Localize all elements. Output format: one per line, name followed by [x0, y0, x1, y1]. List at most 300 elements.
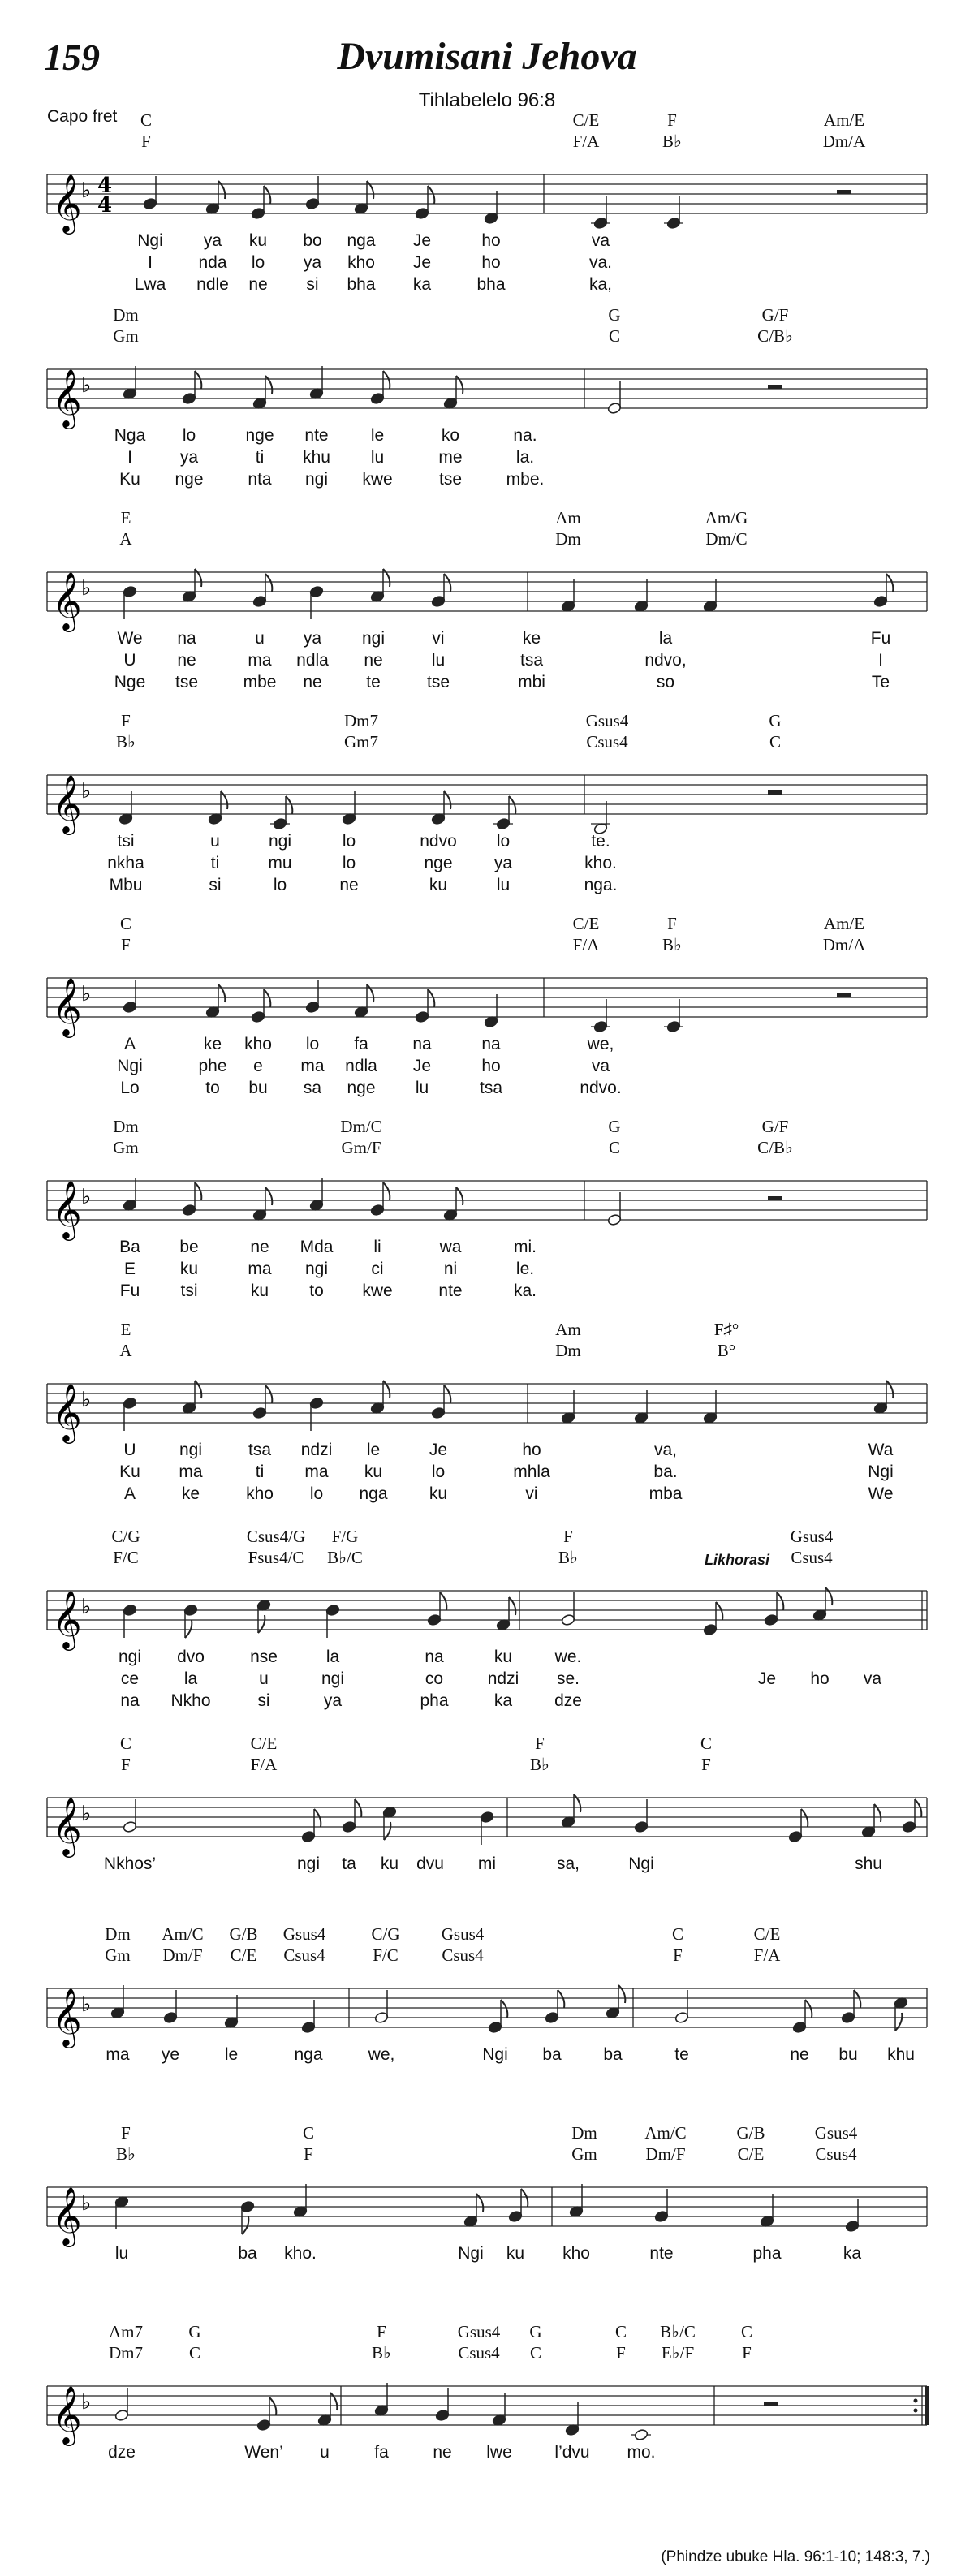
lyric-syllable: ta: [342, 1854, 356, 1873]
note-flag: [265, 1187, 272, 1205]
lyric-syllable: la: [658, 629, 673, 648]
note-flag: [195, 569, 201, 587]
flat-key-signature-icon: ♭: [81, 1802, 92, 1826]
chord-capo: C: [671, 1924, 684, 1944]
treble-clef-icon: 𝄞: [52, 1987, 82, 2046]
lyric-syllable: si: [257, 1691, 270, 1710]
lyric-syllable: ngi: [321, 1669, 345, 1688]
lyric-syllable: ho: [481, 1057, 501, 1075]
lyric-syllable: nga.: [584, 876, 618, 894]
lyric-syllable: u: [320, 2443, 330, 2462]
note-flag: [509, 796, 515, 814]
time-signature-digit: 4: [97, 174, 113, 198]
lyric-syllable: Ngi: [458, 2244, 484, 2263]
lyric-syllable: phe: [198, 1057, 227, 1075]
chord-concert: A: [119, 529, 132, 549]
lyric-syllable: We: [117, 629, 143, 648]
lyric-syllable: lu: [431, 651, 446, 670]
lyric-syllable: va: [591, 1057, 610, 1075]
note-flag: [428, 186, 434, 204]
chord-concert: Gm: [105, 1945, 131, 1965]
lyric-syllable: I: [127, 448, 132, 467]
note-flag: [805, 2000, 812, 2018]
lyric-syllable: kho.: [584, 854, 617, 872]
lyric-syllable: ma: [300, 1057, 325, 1075]
chord-concert: Gm: [113, 326, 139, 346]
lyric-syllable: ka.: [513, 1282, 537, 1300]
chord-concert: C/B♭: [757, 1138, 793, 1157]
chord-capo: Am/E: [823, 914, 865, 933]
lyric-syllable: nge: [347, 1079, 376, 1097]
lyric-syllable: ma: [248, 651, 272, 670]
chord-capo: Am/C: [644, 2123, 687, 2143]
flat-key-signature-icon: ♭: [81, 1992, 92, 2017]
note-flag: [269, 2397, 276, 2415]
chord-concert: Dm: [555, 529, 581, 549]
lyric-syllable: tse: [438, 470, 463, 489]
lyric-syllable: na.: [513, 426, 537, 445]
chord-concert: B♭: [372, 2343, 391, 2363]
chord-concert: C: [769, 732, 782, 752]
lyric-syllable: e: [253, 1057, 263, 1075]
note-flag: [618, 1985, 625, 2003]
scripture-reference: Tihlabelelo 96:8: [418, 89, 556, 111]
lyric-syllable: Nkho: [170, 1691, 211, 1710]
lyric-syllable: ku: [429, 1484, 448, 1503]
lyric-syllable: Ku: [119, 1462, 140, 1481]
lyric-syllable: to: [309, 1282, 324, 1300]
chord-concert: Gm7: [344, 732, 378, 752]
chord-concert: C/B♭: [757, 326, 793, 346]
lyric-syllable: Mbu: [109, 876, 143, 894]
chord-concert: Csus4: [815, 2144, 857, 2164]
repeat-dot: [914, 2409, 918, 2413]
lyric-syllable: we.: [554, 1648, 582, 1666]
lyric-syllable: U: [123, 1441, 136, 1459]
lyric-syllable: ka: [493, 1691, 513, 1710]
lyric-syllable: Lwa: [134, 275, 166, 294]
flat-key-signature-icon: ♭: [81, 779, 92, 803]
chord-capo: Gsus4: [282, 1924, 326, 1944]
staff: [0, 345, 974, 442]
staff: [0, 548, 974, 645]
lyric-syllable: ndvo,: [644, 651, 687, 670]
note-flag: [801, 1809, 808, 1827]
chord-concert: B♭: [662, 935, 682, 954]
lyric-syllable: I: [148, 253, 153, 272]
lyric-syllable: ngi: [296, 1854, 321, 1873]
lyric-syllable: tse: [426, 673, 450, 691]
lyric-syllable: nkha: [107, 854, 144, 872]
lyric-syllable: la: [325, 1648, 340, 1666]
lyric-syllable: ku: [506, 2244, 525, 2263]
note-flag: [383, 1381, 390, 1398]
flat-key-signature-icon: ♭: [81, 2191, 92, 2216]
chord-capo: G: [769, 711, 782, 730]
note-flag: [874, 1804, 881, 1822]
lyric-syllable: ti: [255, 1462, 265, 1481]
lyric-syllable: va: [591, 231, 610, 250]
lyric-syllable: ndvo: [420, 832, 457, 851]
flat-key-signature-icon: ♭: [81, 1595, 92, 1619]
chord-capo: C: [119, 1734, 132, 1753]
lyric-syllable: dvu: [416, 1854, 444, 1873]
lyric-syllable: lu: [415, 1079, 429, 1097]
chord-concert: Csus4: [442, 1945, 484, 1965]
note-flag: [383, 569, 390, 587]
chord-capo: Am/G: [705, 508, 748, 528]
lyric-syllable: ndvo.: [580, 1079, 622, 1097]
lyric-syllable: na: [425, 1648, 444, 1666]
lyric-syllable: ke: [522, 629, 541, 648]
lyric-syllable: Nge: [114, 673, 146, 691]
chord-capo: E: [120, 1320, 131, 1339]
lyric-syllable: ya: [179, 448, 199, 467]
note-flag: [355, 1799, 361, 1817]
note-flag: [265, 1385, 272, 1403]
lyric-syllable: mu: [268, 854, 292, 872]
lyric-syllable: sa: [303, 1079, 322, 1097]
note-flag: [558, 1990, 564, 2008]
chord-concert: Csus4: [458, 2343, 500, 2363]
lyric-syllable: u: [255, 629, 265, 648]
lyric-syllable: lu: [114, 2244, 129, 2263]
lyric-syllable: nge: [175, 470, 204, 489]
note-flag: [384, 1822, 390, 1840]
lyric-syllable: bu: [248, 1079, 268, 1097]
lyric-syllable: ne: [790, 2045, 809, 2064]
chord-capo: Dm: [113, 1117, 139, 1136]
lyric-syllable: si: [306, 275, 319, 294]
lyric-syllable: ka,: [588, 275, 613, 294]
lyric-syllable: lo: [305, 1035, 320, 1053]
chord-concert: E♭/F: [661, 2343, 695, 2363]
lyric-syllable: ku: [380, 1854, 399, 1873]
lyric-syllable: vi: [525, 1484, 538, 1503]
treble-clef-icon: 𝄞: [52, 1589, 82, 1648]
lyric-syllable: mbi: [518, 673, 545, 691]
lyric-syllable: te: [366, 673, 381, 691]
note-flag: [330, 2393, 337, 2410]
lyric-syllable: ndle: [196, 275, 229, 294]
treble-clef-icon: 𝄞: [52, 173, 82, 232]
lyric-syllable: ya: [493, 854, 513, 872]
lyric-syllable: A: [123, 1484, 136, 1503]
lyric-syllable: pha: [752, 2244, 782, 2263]
chord-concert: Csus4: [791, 1548, 833, 1567]
lyric-syllable: sa,: [556, 1854, 580, 1873]
lyric-syllable: tsa: [519, 651, 544, 670]
note-flag: [383, 1182, 390, 1200]
lyric-syllable: ya: [203, 231, 222, 250]
lyric-syllable: l’dvu: [554, 2443, 590, 2462]
lyric-syllable: vi: [432, 629, 445, 648]
chord-capo: C: [700, 1734, 713, 1753]
note-flag: [195, 371, 201, 389]
lyric-syllable: ba: [603, 2045, 623, 2064]
lyric-syllable: E: [123, 1260, 136, 1278]
lyric-syllable: nge: [424, 854, 453, 872]
note-flag: [440, 1592, 446, 1610]
lyric-syllable: we,: [587, 1035, 614, 1053]
lyric-syllable: Ngi: [117, 1057, 143, 1075]
hymn-number: 159: [44, 37, 100, 78]
lyric-syllable: ne: [364, 651, 383, 670]
lyric-syllable: kho: [347, 253, 375, 272]
lyric-syllable: ho: [481, 231, 501, 250]
lyric-syllable: Fu: [870, 629, 891, 648]
chord-capo: Am/E: [823, 110, 865, 130]
lyric-syllable: Ngi: [137, 231, 163, 250]
chord-capo: B♭/C: [660, 2322, 696, 2341]
staff: [0, 2163, 974, 2260]
lyric-syllable: mbe.: [506, 470, 545, 489]
chord-capo: C: [740, 2322, 753, 2341]
lyric-syllable: ka: [843, 2244, 862, 2263]
lyric-syllable: nga: [359, 1484, 388, 1503]
lyric-syllable: ci: [371, 1260, 384, 1278]
note-flag: [367, 984, 373, 1002]
lyric-syllable: nte: [649, 2244, 674, 2263]
note-flag: [456, 1187, 463, 1205]
rest-icon: [837, 190, 851, 194]
note-flag: [501, 2000, 507, 2018]
lyric-syllable: Ba: [119, 1238, 140, 1256]
chord-concert: Dm: [555, 1341, 581, 1360]
chord-capo: F: [667, 110, 677, 130]
lyric-syllable: ngi: [304, 470, 329, 489]
treble-clef-icon: 𝄞: [52, 1179, 82, 1238]
note-flag: [383, 371, 390, 389]
repeat-dot: [914, 2399, 918, 2403]
note-flag: [221, 791, 227, 809]
lyric-syllable: Nkhos’: [103, 1854, 157, 1873]
lyric-syllable: Ngi: [482, 2045, 508, 2064]
lyric-syllable: mbe: [243, 673, 277, 691]
chord-concert: B♭: [558, 1548, 578, 1567]
rest-icon: [764, 2402, 778, 2406]
chord-concert: Dm/F: [645, 2144, 686, 2164]
lyric-syllable: nga: [294, 2045, 323, 2064]
lyric-syllable: le: [224, 2045, 239, 2064]
lyric-syllable: ndla: [296, 651, 329, 670]
chord-capo: G/F: [761, 1117, 789, 1136]
note-flag: [886, 574, 893, 592]
chord-capo: Gsus4: [814, 2123, 858, 2143]
note-flag: [428, 989, 434, 1007]
chord-capo: F: [563, 1527, 573, 1546]
note-flag: [264, 989, 270, 1007]
chord-capo: C: [614, 2322, 627, 2341]
lyric-syllable: bha: [347, 275, 376, 294]
lyric-syllable: nge: [245, 426, 274, 445]
note-flag: [476, 2194, 483, 2212]
chord-capo: G: [608, 305, 621, 325]
chord-concert: F: [616, 2343, 626, 2363]
lyric-syllable: Te: [871, 673, 890, 691]
chord-concert: C/E: [230, 1945, 257, 1965]
lyric-syllable: na: [120, 1691, 140, 1710]
lyric-syllable: ngi: [268, 832, 292, 851]
chord-concert: F: [141, 131, 151, 151]
chord-capo: Dm/C: [340, 1117, 382, 1136]
lyric-syllable: Mda: [300, 1238, 334, 1256]
staff: [0, 751, 974, 848]
lyric-syllable: wa: [439, 1238, 462, 1256]
lyric-syllable: ma: [248, 1260, 272, 1278]
lyric-syllable: dvo: [177, 1648, 205, 1666]
lyric-syllable: ya: [303, 629, 322, 648]
chord-capo: Am: [555, 1320, 581, 1339]
lyric-syllable: to: [205, 1079, 220, 1097]
note-flag: [265, 574, 272, 592]
rest-icon: [837, 993, 851, 997]
lyric-syllable: ka: [412, 275, 432, 294]
lyric-syllable: ne: [339, 876, 359, 894]
lyric-syllable: tse: [175, 673, 199, 691]
lyric-syllable: ku: [493, 1648, 513, 1666]
lyric-syllable: ba.: [653, 1462, 678, 1481]
lyric-syllable: le.: [515, 1260, 535, 1278]
note-flag: [444, 574, 450, 592]
chord-concert: C/E: [737, 2144, 765, 2164]
lyric-syllable: u: [259, 1669, 269, 1688]
note-flag: [509, 1597, 515, 1615]
note-flag: [444, 791, 450, 809]
treble-clef-icon: 𝄞: [52, 2384, 82, 2444]
note-flag: [258, 1615, 265, 1633]
lyric-syllable: la: [183, 1669, 198, 1688]
treble-clef-icon: 𝄞: [52, 1796, 82, 1855]
chord-concert: Gm: [113, 1138, 139, 1157]
lyric-syllable: na: [177, 629, 196, 648]
lyric-syllable: mhla: [513, 1462, 550, 1481]
lyric-syllable: ne: [433, 2443, 452, 2462]
note-flag: [242, 2216, 248, 2234]
lyric-syllable: lo: [496, 832, 511, 851]
chord-capo: F: [377, 2322, 386, 2341]
treble-clef-icon: 𝄞: [52, 571, 82, 630]
lyric-syllable: ho: [810, 1669, 830, 1688]
staff: [0, 1566, 974, 1664]
lyric-syllable: shu: [855, 1854, 882, 1873]
chord-capo: F/G: [331, 1527, 359, 1546]
note-flag: [195, 1381, 201, 1398]
lyric-syllable: Je: [757, 1669, 777, 1688]
lyric-syllable: ko: [441, 426, 460, 445]
chord-concert: F: [673, 1945, 683, 1965]
lyric-syllable: ndla: [345, 1057, 377, 1075]
lyric-syllable: lo: [342, 832, 356, 851]
chord-capo: F: [121, 2123, 131, 2143]
staff: [0, 1359, 974, 1457]
lyric-syllable: ndzi: [487, 1669, 519, 1688]
lyric-syllable: lwe: [486, 2443, 512, 2462]
lyric-syllable: si: [209, 876, 222, 894]
note-flag: [195, 1182, 201, 1200]
hymn-title: Dvumisani Jehova: [337, 35, 637, 78]
lyric-syllable: kho.: [284, 2244, 317, 2263]
lyric-syllable: Je: [429, 1441, 448, 1459]
lyric-syllable: va.: [588, 253, 613, 272]
chord-capo: Gsus4: [585, 711, 629, 730]
chord-concert: F/C: [373, 1945, 399, 1965]
chord-capo: E: [120, 508, 131, 528]
lyric-syllable: fa: [374, 2443, 389, 2462]
chord-concert: F/A: [572, 935, 600, 954]
note-flag: [777, 1592, 783, 1610]
lyric-syllable: ngi: [179, 1441, 203, 1459]
lyric-syllable: ke: [203, 1035, 222, 1053]
chord-concert: F/A: [753, 1945, 781, 1965]
lyric-syllable: khu: [887, 2045, 915, 2064]
chord-concert: F/A: [250, 1755, 278, 1774]
lyric-syllable: ho: [481, 253, 501, 272]
lyric-syllable: ti: [210, 854, 220, 872]
lyric-syllable: be: [179, 1238, 199, 1256]
lyric-syllable: U: [123, 651, 136, 670]
note-flag: [521, 2189, 528, 2207]
chord-capo: C/G: [371, 1924, 400, 1944]
lyric-syllable: Ngi: [868, 1462, 894, 1481]
treble-clef-icon: 𝄞: [52, 773, 82, 833]
chord-capo: C/E: [753, 1924, 781, 1944]
chord-capo: F♯°: [713, 1320, 739, 1339]
lyric-syllable: le: [366, 1441, 381, 1459]
lyric-syllable: lo: [182, 426, 196, 445]
chord-concert: F: [701, 1755, 711, 1774]
lyric-syllable: te.: [591, 832, 610, 851]
lyric-syllable: tsi: [117, 832, 135, 851]
lyric-syllable: ya: [303, 253, 322, 272]
lyric-syllable: lo: [431, 1462, 446, 1481]
lyric-syllable: ba: [542, 2045, 562, 2064]
chord-concert: Fsus4/C: [248, 1548, 304, 1567]
chord-capo: C: [119, 914, 132, 933]
lyric-syllable: nta: [248, 470, 272, 489]
chord-concert: Csus4: [586, 732, 628, 752]
chord-concert: Dm/A: [822, 935, 866, 954]
treble-clef-icon: 𝄞: [52, 1382, 82, 1441]
lyric-syllable: tsa: [248, 1441, 272, 1459]
note-flag: [265, 376, 272, 394]
lyric-syllable: bo: [303, 231, 322, 250]
chord-concert: F: [121, 935, 131, 954]
lyric-syllable: ma: [304, 1462, 329, 1481]
note-flag: [895, 2013, 902, 2031]
chord-capo: Am7: [109, 2322, 143, 2341]
lyric-syllable: ba: [238, 2244, 257, 2263]
lyric-syllable: Je: [412, 1057, 432, 1075]
lyric-syllable: va,: [653, 1441, 678, 1459]
flat-key-signature-icon: ♭: [81, 982, 92, 1006]
chorus-label: Likhorasi: [705, 1552, 770, 1568]
chord-concert: B♭: [116, 2144, 136, 2164]
lyric-syllable: ngi: [304, 1260, 329, 1278]
staff: [0, 1157, 974, 1254]
chord-concert: Csus4: [283, 1945, 325, 1965]
chord-capo: Am: [555, 508, 581, 528]
flat-key-signature-icon: ♭: [81, 1185, 92, 1209]
lyric-syllable: la.: [515, 448, 535, 467]
lyric-syllable: na: [412, 1035, 432, 1053]
lyric-syllable: ngi: [361, 629, 386, 648]
lyric-syllable: nte: [438, 1282, 463, 1300]
lyric-syllable: ya: [323, 1691, 343, 1710]
flat-key-signature-icon: ♭: [81, 576, 92, 601]
lyric-syllable: ne: [250, 1238, 269, 1256]
lyric-syllable: ke: [181, 1484, 200, 1503]
